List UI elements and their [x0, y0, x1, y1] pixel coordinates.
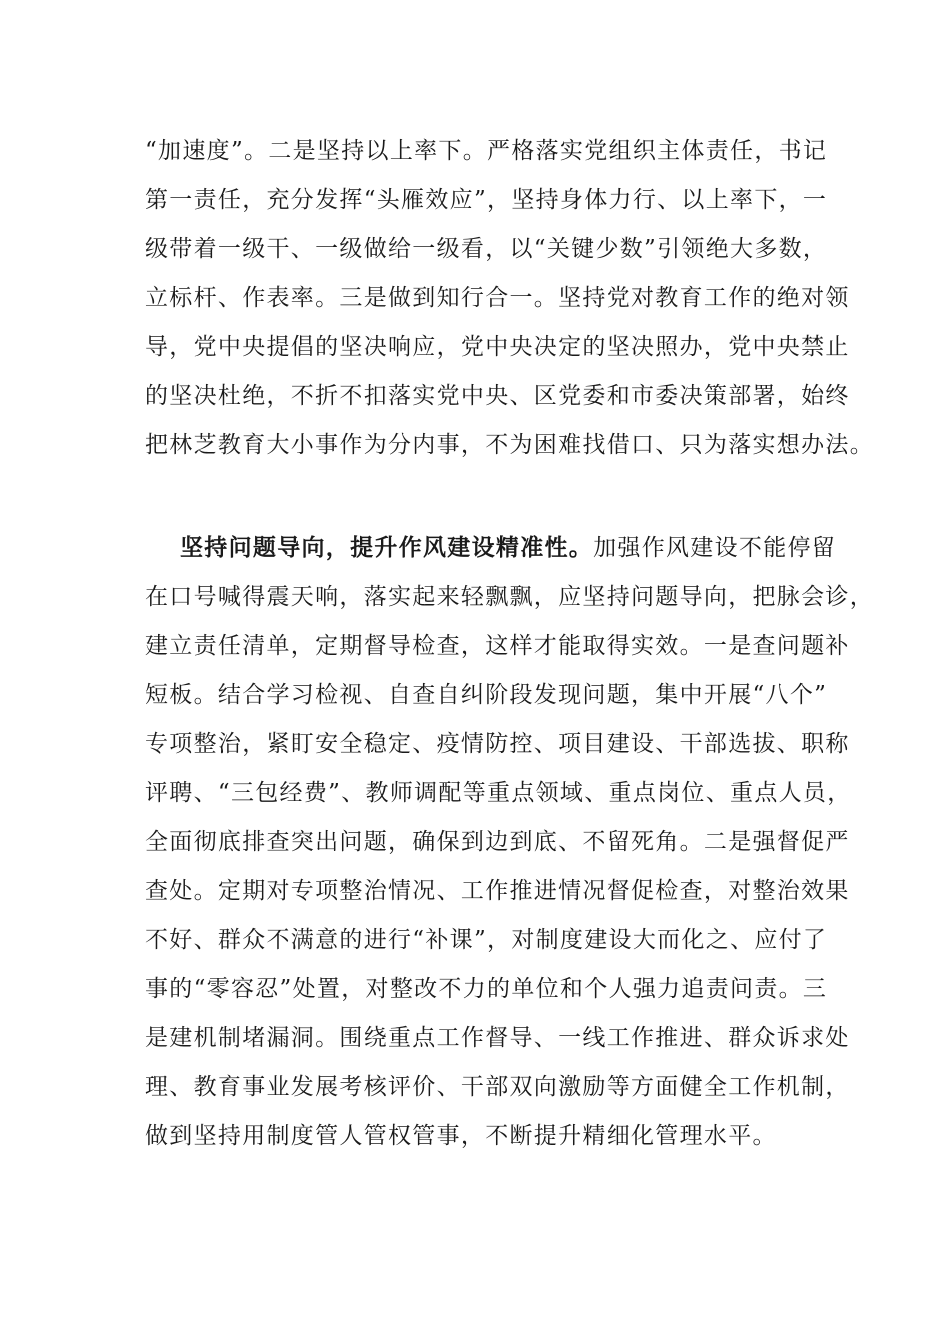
paragraph-2-line: 事的“零容忍”处置，对整改不力的单位和个人强力追责问责。三	[145, 976, 828, 1002]
paragraph-2-line: 是建机制堵漏洞。围绕重点工作督导、一线工作推进、群众诉求处	[145, 1025, 850, 1051]
paragraph-2-line: 建立责任清单，定期督导检查，这样才能取得实效。一是查问题补	[145, 633, 850, 659]
paragraph-2-line: 短板。结合学习检视、自查自纠阶段发现问题，集中开展“八个”	[145, 682, 828, 708]
paragraph-2-line: 理、教育事业发展考核评价、干部双向激励等方面健全工作机制，	[145, 1074, 850, 1100]
paragraph-1-line: 立标杆、作表率。三是做到知行合一。坚持党对教育工作的绝对领	[145, 285, 850, 311]
paragraph-1-line: 导，党中央提倡的坚决响应，党中央决定的坚决照办，党中央禁止	[145, 334, 850, 360]
paragraph-2-line: 专项整治，紧盯安全稳定、疫情防控、项目建设、干部选拔、职称	[145, 731, 850, 757]
paragraph-2-line: 查处。定期对专项整治情况、工作推进情况督促检查，对整治效果	[145, 878, 850, 904]
paragraph-2-first-line-text: 加强作风建设不能停留	[593, 535, 837, 561]
paragraph-1-line: 级带着一级干、一级做给一级看，以“关键少数”引领绝大多数，	[145, 236, 828, 262]
paragraph-1-line: “加速度”。二是坚持以上率下。严格落实党组织主体责任，书记	[145, 138, 828, 164]
paragraph-1-line: 把林芝教育大小事作为分内事，不为困难找借口、只为落实想办法。	[145, 432, 874, 458]
paragraph-2-line: 评聘、“三包经费”、教师调配等重点领域、重点岗位、重点人员，	[145, 780, 852, 806]
paragraph-2-line: 在口号喊得震天响，落实起来轻飘飘，应坚持问题导向，把脉会诊，	[145, 584, 874, 610]
paragraph-1-line: 第一责任，充分发挥“头雁效应”，坚持身体力行、以上率下，一	[145, 187, 828, 213]
paragraph-2-line: 不好、群众不满意的进行“补课”，对制度建设大而化之、应付了	[145, 927, 828, 953]
paragraph-2-line: 全面彻底排查突出问题，确保到边到底、不留死角。二是强督促严	[145, 829, 850, 855]
paragraph-1-line: 的坚决杜绝，不折不扣落实党中央、区党委和市委决策部署，始终	[145, 383, 850, 409]
paragraph-heading: 坚持问题导向，提升作风建设精准性。	[180, 534, 594, 561]
paragraph-2-first-line	[180, 533, 837, 563]
paragraph-2-line: 做到坚持用制度管人管权管事，不断提升精细化管理水平。	[145, 1123, 777, 1149]
